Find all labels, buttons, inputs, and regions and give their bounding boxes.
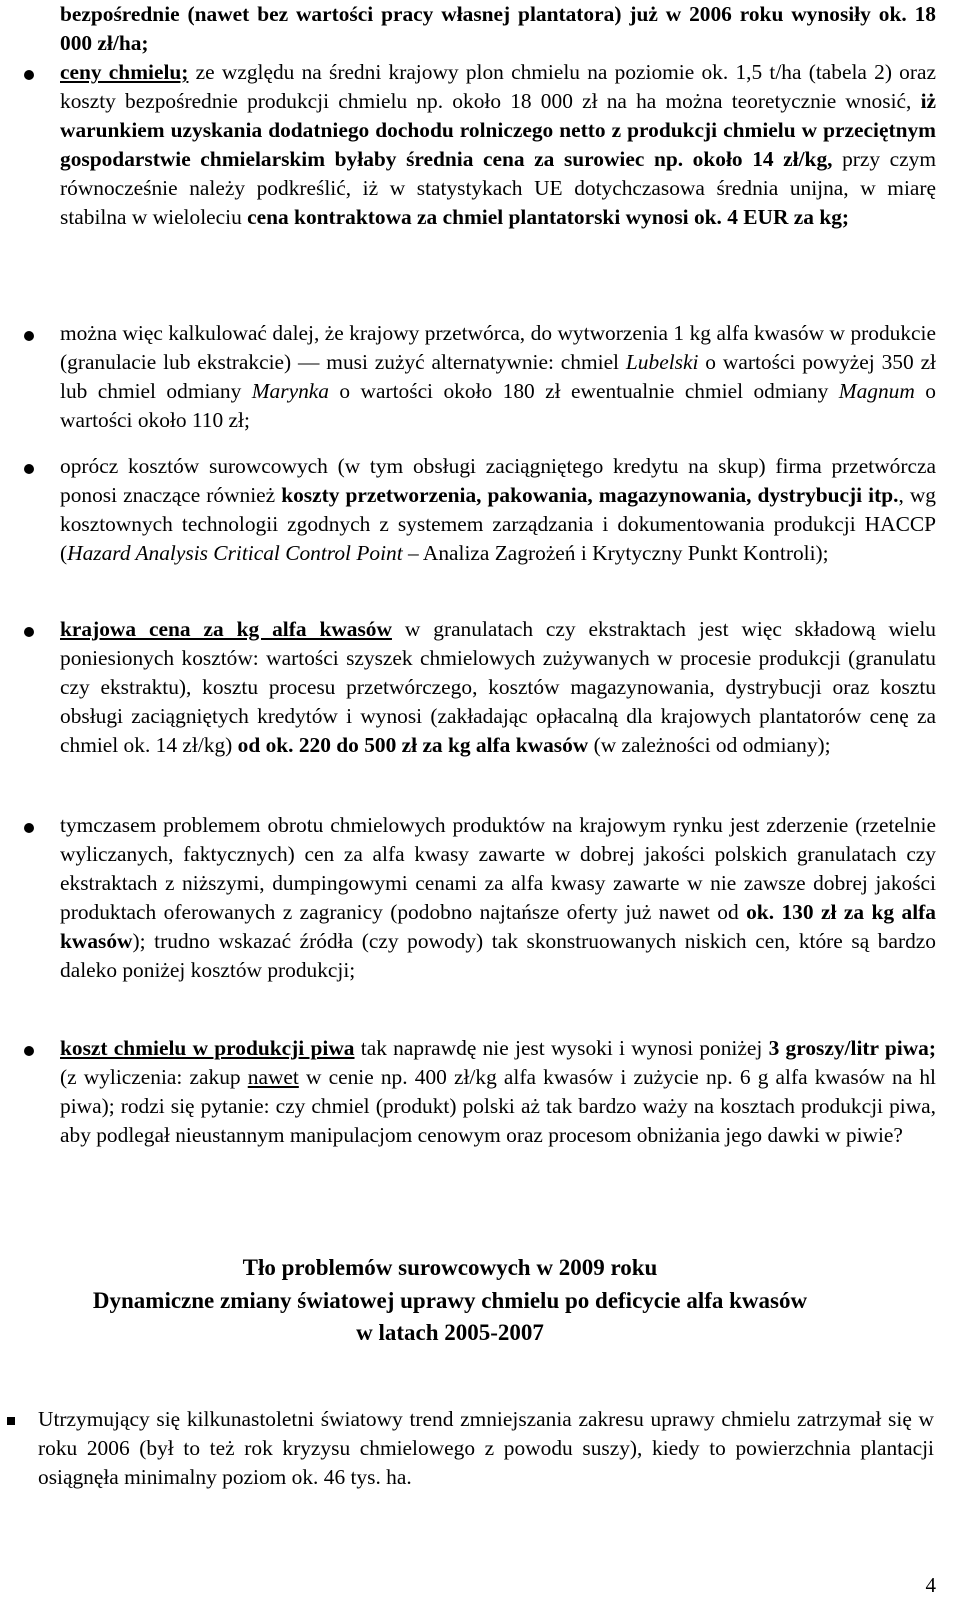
text-segment: tymczasem problemem obrotu chmielowych produktów na krajowym rynku jest zderzenie (rzetelnie wyliczanych, faktycznych) cen za alfa kwasy zawarte w dobrej jakości polskich granulatach czy ekstraktach z niższymi, dumpingowymi cenami za alfa kwasy zawarte w nie zawsze dobrej jakości produktach oferowanych z zagranicy (podobno najtańsze oferty już nawet od xyxy=(60,813,936,924)
text-segment: (w zależności od odmiany); xyxy=(588,733,831,757)
text-segment: – Analiza Zagrożeń i Krytyczny Punkt Kontroli); xyxy=(402,541,829,565)
bold-segment: cena kontraktowa za chmiel plantatorski wynosi ok. 4 EUR za kg; xyxy=(247,205,850,229)
underlined-term xyxy=(60,617,392,641)
bullet-paragraph-market-problem xyxy=(60,811,936,985)
text-segment: (z wyliczenia: zakup xyxy=(60,1065,248,1089)
section-heading-line3: w latach 2005-2007 xyxy=(356,1320,544,1345)
bullet-dot-icon xyxy=(24,331,34,341)
variety-magnum: Magnum xyxy=(838,379,915,403)
underlined-term xyxy=(60,1036,355,1060)
carryover-paragraph xyxy=(60,0,936,58)
bullet-dot-icon xyxy=(24,464,34,474)
text-segment: w granulatach czy ekstraktach jest więc składową wielu poniesionych kosztów: wartości szyszek chmielowych zużywanych w procesie produkcji (granulatu czy ekstraktu), kosztu procesu przetwórczego, kosztów magazynowania, dystrybucji oraz kosztu obsługi zaciągniętych kredytów i wynosi (zakładając opłacalną dla krajowych plantatorów cenę za chmiel ok. 14 zł/kg) xyxy=(60,617,936,757)
text-segment: o wartości około 180 zł ewentualnie chmiel odmiany xyxy=(328,379,839,403)
bullet-dot-icon xyxy=(24,627,34,637)
text-segment: o wartości powyżej 350 zł lub chmiel odmiany xyxy=(60,350,937,403)
term-beer-cost: koszt chmielu w produkcji piwa xyxy=(60,1036,355,1060)
term-hop-price: ceny chmielu; xyxy=(60,60,189,84)
text-segment: można więc kalkulować dalej, że krajowy przetwórca, do wytworzenia 1 kg alfa kwasów w produkcie (granulacie lub ekstrakcie) — musi zużyć alternatywnie: chmiel xyxy=(60,321,936,374)
bullet-paragraph-processing-costs xyxy=(60,452,936,568)
bullet-paragraph-alpha-acid-price xyxy=(60,615,936,760)
section-heading-line2: Dynamiczne zmiany światowej uprawy chmielu po deficycie alfa kwasów xyxy=(92,1288,808,1313)
text-segment: o wartości około 110 zł; xyxy=(60,379,936,432)
text-segment: oprócz kosztów surowcowych (w tym obsługi zaciągniętego kredytu na skup) firma przetwórcza ponosi znaczące również xyxy=(60,454,936,507)
carryover-bold-text: bezpośrednie (nawet bez wartości pracy własnej plantatora) już w 2006 roku wynosiły ok. 18 000 zł/ha; xyxy=(60,2,936,55)
bold-segment: od ok. 220 do 500 zł za kg alfa kwasów xyxy=(237,733,589,757)
text-segment: , wg kosztownych technologii zgodnych z systemem zarządzania i dokumentowania produkcji HACCP ( xyxy=(60,483,936,565)
square-bullet-icon xyxy=(7,1417,15,1425)
variety-lubelski: Lubelski xyxy=(625,350,699,374)
text-segment: ); trudno wskazać źródła (czy powody) tak skonstruowanych niskich cen, które są bardzo daleko poniżej kosztów produkcji; xyxy=(60,929,936,982)
paragraph-world-trend xyxy=(38,1405,934,1492)
text-segment: ze względu na średni krajowy plon chmielu na poziomie ok. 1,5 t/ha (tabela 2) oraz koszty bezpośrednie produkcji chmielu np. około 18 000 zł na ha można teoretycznie wnosić, xyxy=(60,60,936,113)
text-segment: tak naprawdę nie jest wysoki i wynosi poniżej xyxy=(354,1036,769,1060)
variety-marynka: Marynka xyxy=(251,379,329,403)
bold-segment: iż warunkiem uzyskania dodatniego dochodu rolniczego netto z produkcji chmielu w przeciętnym gospodarstwie chmielarskim byłaby średnia cena za surowiec np. około 14 zł/kg, xyxy=(60,89,936,171)
bullet-dot-icon xyxy=(24,70,34,80)
underlined-term xyxy=(60,60,188,84)
bullet-paragraph-beer-cost xyxy=(60,1034,936,1150)
bullet-paragraph-processor-calc xyxy=(60,319,936,435)
text-segment: w cenie np. 400 zł/kg alfa kwasów i zużycie np. 6 g alfa kwasów na hl piwa); rodzi się pytanie: czy chmiel (produkt) polski aż tak bardzo waży na kosztach produkcji piwa, aby podlegał nieustannym manipulacjom cenowym oraz procesom obniżania jego dawki w piwie? xyxy=(60,1065,936,1147)
text-segment: Utrzymujący się kilkunastoletni światowy trend zmniejszania zakresu uprawy chmielu zatrzymał się w roku 2006 (był to też rok kryzysu chmielowego z powodu suszy), kiedy to powierzchnia plantacji osiągnęła minimalny poziom ok. 46 tys. ha. xyxy=(38,1407,934,1489)
page-number: 4 xyxy=(925,1573,936,1597)
term-alpha-acid-price: krajowa cena za kg alfa kwasów xyxy=(60,617,392,641)
bold-segment: koszty przetworzenia, pakowania, magazynowania, dystrybucji itp. xyxy=(281,483,899,507)
bullet-dot-icon xyxy=(24,1046,34,1056)
haccp-expansion: Hazard Analysis Critical Control Point xyxy=(67,541,403,565)
bold-segment: ok. 130 zł za kg alfa kwasów xyxy=(60,900,936,953)
text-segment: przy czym równocześnie należy podkreślić, iż w statystykach UE dotychczasowa średnia unijna, w miarę stabilna w wieloleciu xyxy=(60,147,937,229)
bold-segment: 3 groszy/litr piwa; xyxy=(768,1036,936,1060)
bullet-paragraph-hop-price xyxy=(60,58,936,232)
bullet-dot-icon xyxy=(24,823,34,833)
underlined-word: nawet xyxy=(247,1065,299,1089)
section-heading-line1: Tło problemów surowcowych w 2009 roku xyxy=(242,1255,658,1280)
